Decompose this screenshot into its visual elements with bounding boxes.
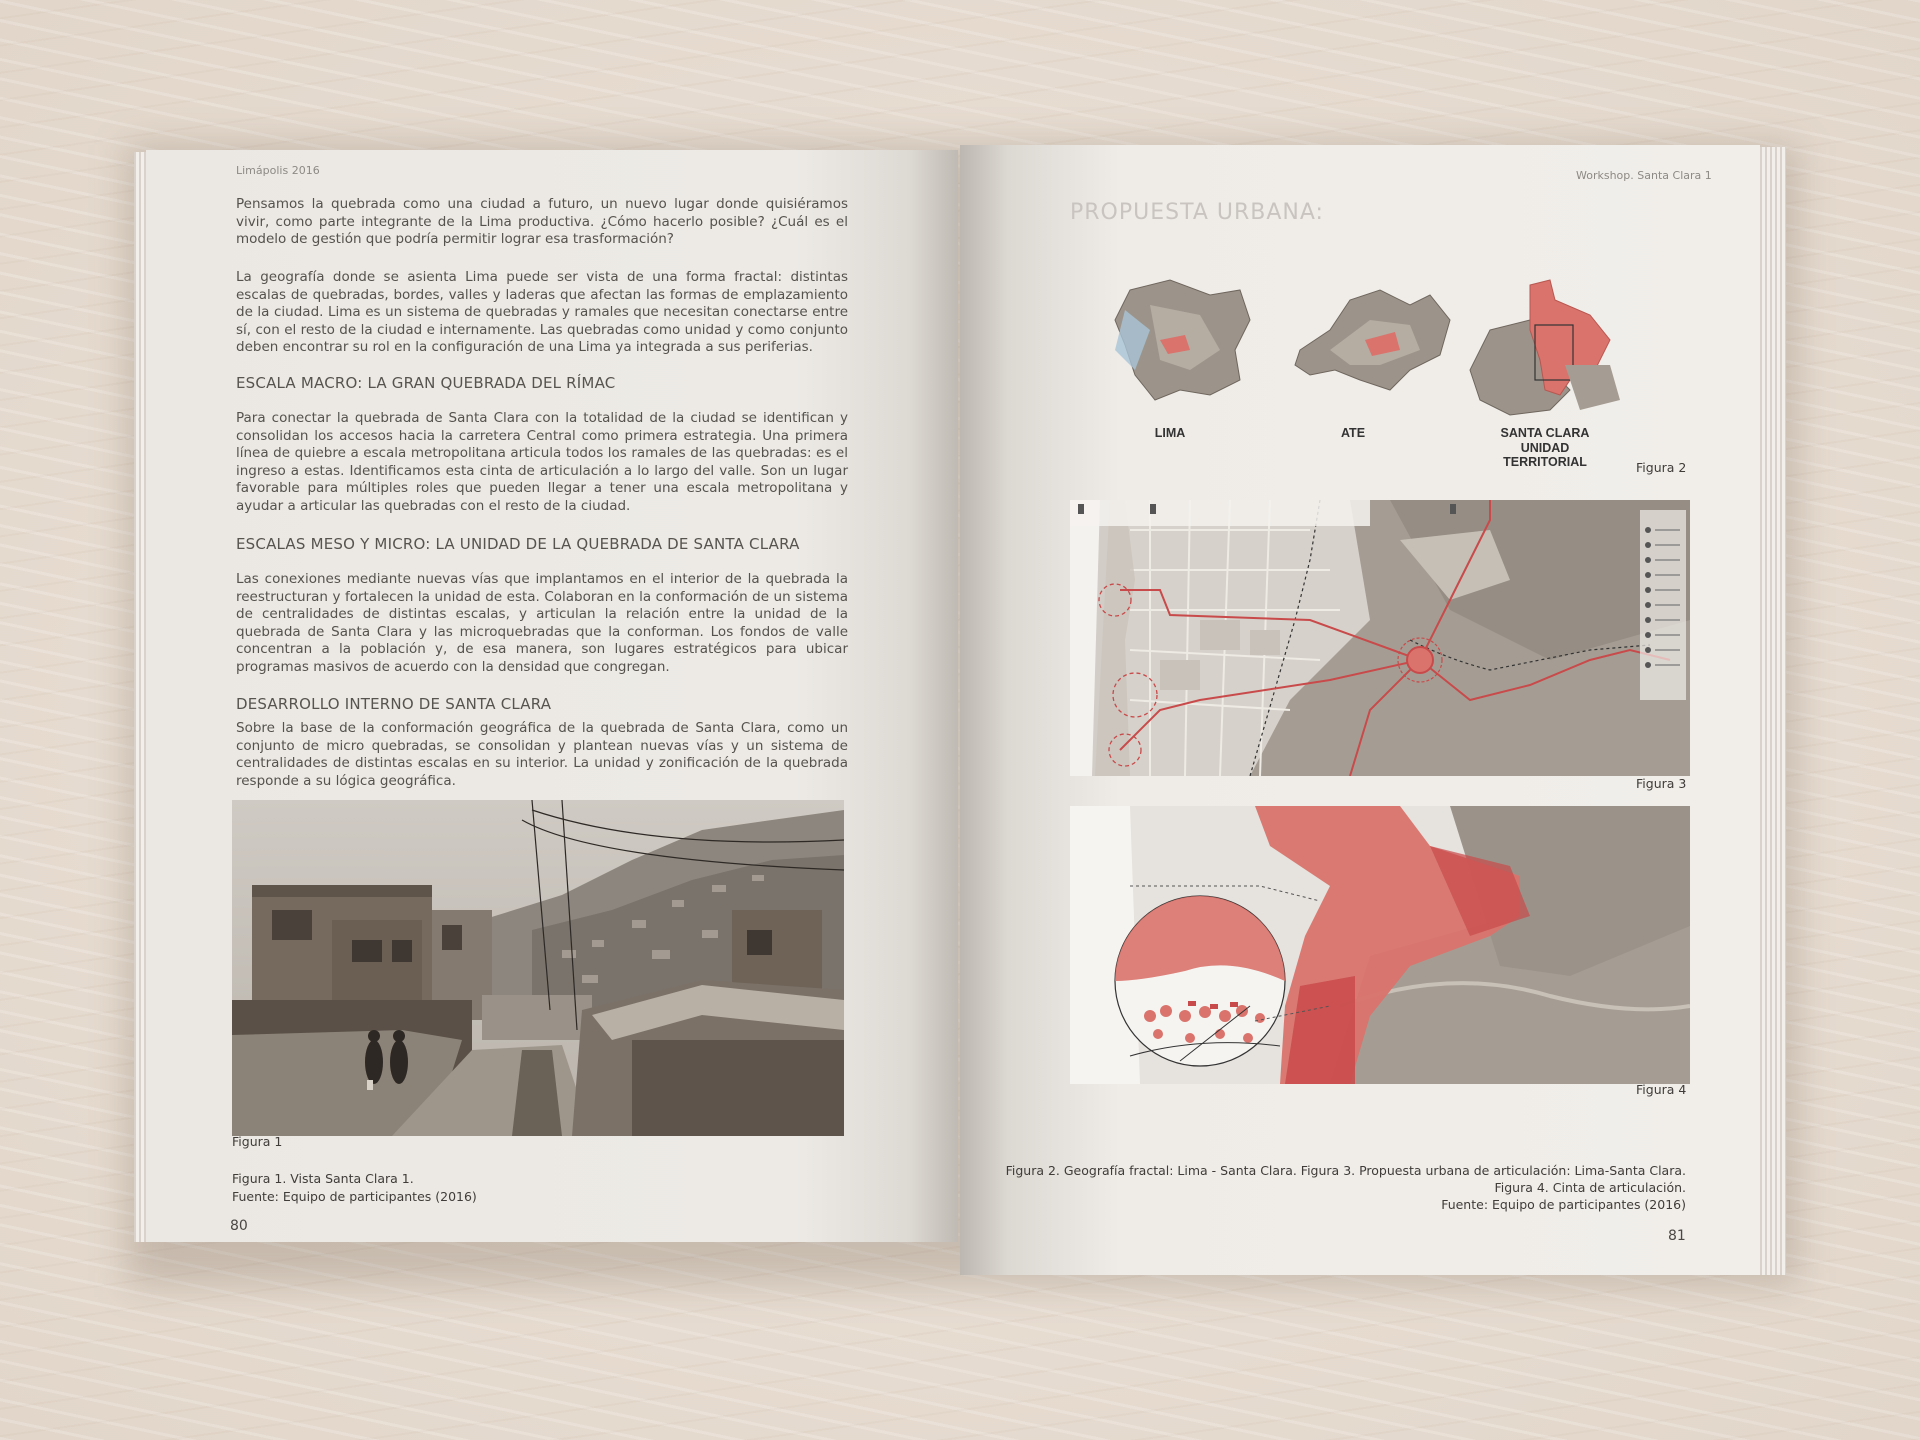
left-running-head: Limápolis 2016 <box>236 164 320 177</box>
figure-3-label: Figura 3 <box>1636 776 1687 791</box>
right-running-head: Workshop. Santa Clara 1 <box>1576 169 1712 182</box>
figure-2-label: Figura 2 <box>1636 460 1687 475</box>
lima-terrain-map <box>1115 280 1250 400</box>
figure-2-maps <box>1110 270 1630 430</box>
left-caption-line-1: Figura 1. Vista Santa Clara 1. <box>232 1171 414 1186</box>
paragraph-5: Sobre la base de la conformación geográfica de la quebrada de Santa Clara, como un conjunto de micro quebradas, se consolidan y plantean nuevas vías y un sistema de centralidades de distintas escalas en su interior. La unidad y zonificación de la quebrada responde a su lógica geográfica. <box>236 720 848 789</box>
ate-terrain-map <box>1295 290 1450 390</box>
right-caption-line-2: Figura 4. Cinta de articulación. <box>1494 1180 1686 1195</box>
left-caption-line-2: Fuente: Equipo de participantes (2016) <box>232 1189 477 1204</box>
figure-1-label: Figura 1 <box>232 1134 283 1149</box>
heading-desarrollo-interno: DESARROLLO INTERNO DE SANTA CLARA <box>236 695 552 713</box>
urban-proposal-map-illustration <box>1070 500 1690 776</box>
right-caption-line-1: Figura 2. Geografía fractal: Lima - Santa Clara. Figura 3. Propuesta urbana de articulación: Lima-Santa Clara. <box>1005 1163 1686 1178</box>
paragraph-4: Las conexiones mediante nuevas vías que implantamos en el interior de la quebrada la reestructuran y fortalecen la unidad de esta. Colaboran en la conformación de un sistema de centralidades de distintas escalas, y articulan la relación entre la unidad de la quebrada de Santa Clara y las microquebradas que la conforman. Los fondos de valle concentran a la población y, de esa manera, son lugares estratégicos para ubicar programas masivos de acuerdo con la densidad que congregan. <box>236 571 848 675</box>
articulation-ribbon-illustration <box>1070 806 1690 1084</box>
paragraph-1: Pensamos la quebrada como una ciudad a futuro, un nuevo lugar donde quisiéramos vivir, como parte integrante de la Lima productiva. ¿Cómo hacerlo posible? ¿Cuál es el modelo de gestión que podría permitir lograr esa trasformación? <box>236 196 848 247</box>
right-page-number: 81 <box>1668 1228 1686 1244</box>
figure-3-map <box>1070 500 1690 776</box>
paragraph-2: La geografía donde se asienta Lima puede ser vista de una forma fractal: distintas escalas de quebradas, bordes, valles y laderas que afectan las formas de emplazamiento de la ciudad. Lima es un sistema de quebradas y ramales que necesitan conectarse entre sí, con el resto de la ciudad e internamente. Las quebradas como unidad y como conjunto deben encontrar su rol en la configuración de una Lima ya integrada a sus periferias. <box>236 269 848 355</box>
paragraph-3: Para conectar la quebrada de Santa Clara con la totalidad de la ciudad se identifican y consolidan los accesos hacia la carretera Central como primera estrategia. Una primera línea de quiebre a escala metropolitana articula todos los ramales de las quebradas: es el ingreso a estas. Identificamos esta cinta de articulación a lo largo del valle. Son un lugar favorable para múltiples roles que pueden llegar a tener una escala metropolitana y ayudar a articular las quebradas con el resto de la ciudad. <box>236 410 848 514</box>
figure-4-map <box>1070 806 1690 1084</box>
figure-1-photo <box>232 800 844 1136</box>
propuesta-urbana-title: PROPUESTA URBANA: <box>1070 200 1324 225</box>
map-label-ate: ATE <box>1340 426 1366 440</box>
left-page-number: 80 <box>230 1218 248 1234</box>
heading-escalas-meso-micro: ESCALAS MESO Y MICRO: LA UNIDAD DE LA QUEBRADA DE SANTA CLARA <box>236 535 800 553</box>
right-caption-line-3: Fuente: Equipo de participantes (2016) <box>1441 1197 1686 1212</box>
figure-4-label: Figura 4 <box>1636 1082 1687 1097</box>
map-label-santa-clara: SANTA CLARA <box>1500 426 1590 440</box>
map-label-unidad-territorial: UNIDAD TERRITORIAL <box>1503 441 1587 469</box>
map-label-lima: LIMA <box>1154 426 1186 440</box>
street-photo-illustration <box>232 800 844 1136</box>
terrain-maps-illustration <box>1110 270 1630 430</box>
heading-escala-macro: ESCALA MACRO: LA GRAN QUEBRADA DEL RÍMAC <box>236 374 616 392</box>
santa-clara-terrain-map <box>1470 280 1620 415</box>
